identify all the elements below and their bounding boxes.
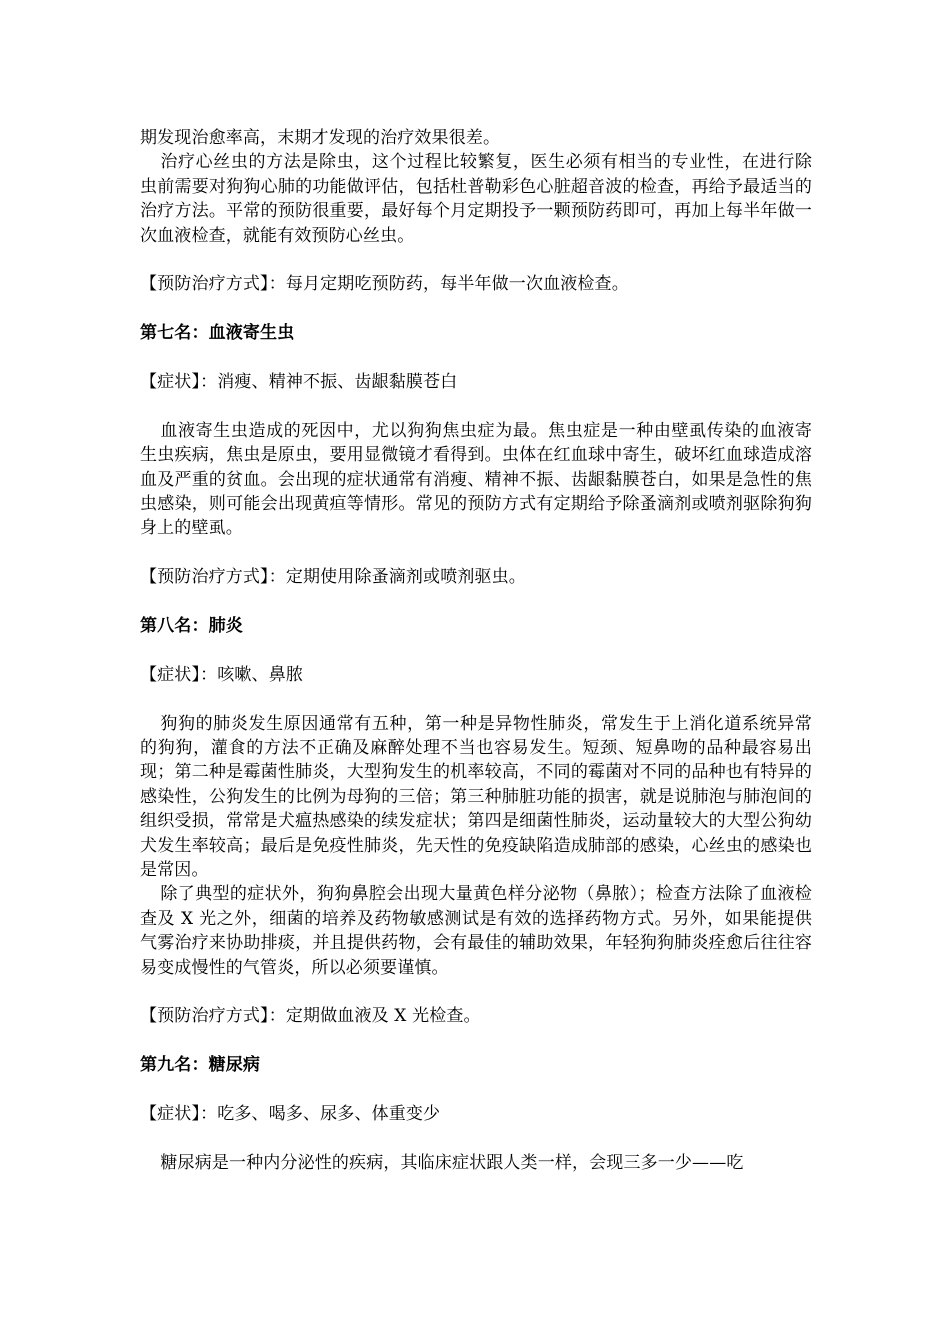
symptoms-diabetes: 【症状】：吃多、喝多、尿多、体重变少 — [140, 1104, 441, 1125]
paragraph-blood-parasite: 血液寄生虫造成的死因中，尤以狗狗焦虫症为最。焦虫症是一种由壁虱传染的血液寄生虫疾病，焦虫是原虫，要用显微镜才看得到。虫体在红血球中寄生，破坏红血球造成溶血及严重的贫血。会出现的症状通常有消瘦、精神不振、齿龈黏膜苍白，如果是急性的焦虫感染，则可能会出现黄疸等情形。常见的预防方式有定期给予除蚤滴剂或喷剂驱除狗狗身上的壁虱。 — [140, 420, 812, 539]
paragraph-pneumonia-diagnosis: 除了典型的症状外，狗狗鼻腔会出现大量黄色样分泌物（鼻脓）；检查方法除了血液检查及 X 光之外，细菌的培养及药物敏感测试是有效的选择药物方式。另外，如果能提供气雾治疗来协助排痰，并且提供药物，会有最佳的辅助效果，年轻狗狗肺炎痊愈后往往容易变成慢性的气管炎，所以必须要谨慎。 — [140, 884, 812, 978]
spacer — [140, 297, 812, 321]
spacer — [140, 346, 812, 370]
paragraph-heartworm-prognosis: 期发现治愈率高，末期才发现的治疗效果很差。 — [140, 128, 501, 148]
prevention-pneumonia: 【预防治疗方式】：定期做血液及 X 光检查。 — [140, 1006, 481, 1027]
spacer — [140, 1029, 812, 1053]
spacer — [140, 541, 812, 565]
spacer — [140, 980, 812, 1004]
section-heading-7: 第七名：血液寄生虫 — [140, 323, 295, 344]
spacer — [140, 1126, 812, 1150]
paragraph-pneumonia-causes: 狗狗的肺炎发生原因通常有五种，第一种是异物性肺炎，常发生于上消化道系统异常的狗狗，灌食的方法不正确及麻醉处理不当也容易发生。短颈、短鼻吻的品种最容易出现；第二种是霉菌性肺炎，大型狗发生的机率较高，不同的霉菌对不同的品种也有特异的感染性，公狗发生的比例为母狗的三倍；第三种肺脏功能的损害，就是说肺泡与肺泡间的组织受损，常常是犬瘟热感染的续发症状；第四是细菌性肺炎，运动量较大的大型公狗幼犬发生率较高；最后是免疫性肺炎，先天性的免疫缺陷造成肺部的感染，心丝虫的感染也是常因。 — [140, 713, 812, 881]
prevention-blood-parasite: 【预防治疗方式】：定期使用除蚤滴剂或喷剂驱虫。 — [140, 567, 526, 588]
spacer — [140, 687, 812, 711]
document-page — [140, 126, 812, 1175]
section-heading-8: 第八名：肺炎 — [140, 616, 243, 637]
spacer — [140, 1078, 812, 1102]
spacer — [140, 394, 812, 418]
spacer — [140, 638, 812, 662]
symptoms-blood-parasite: 【症状】：消瘦、精神不振、齿龈黏膜苍白 — [140, 372, 458, 393]
spacer — [140, 590, 812, 614]
prevention-heartworm: 【预防治疗方式】：每月定期吃预防药，每半年做一次血液检查。 — [140, 274, 629, 295]
paragraph-heartworm-treatment: 治疗心丝虫的方法是除虫，这个过程比较繁复，医生必须有相当的专业性，在进行除虫前需要对狗狗心肺的功能做评估，包括杜普勒彩色心脏超音波的检查，再给予最适当的治疗方法。平常的预防很重要，最好每个月定期投予一颗预防药即可，再加上每半年做一次血液检查，就能有效预防心丝虫。 — [140, 152, 812, 246]
symptoms-pneumonia: 【症状】：咳嗽、鼻脓 — [140, 664, 303, 685]
paragraph-diabetes: 糖尿病是一种内分泌性的疾病，其临床症状跟人类一样，会现三多一少——吃 — [160, 1152, 744, 1173]
section-heading-9: 第九名：糖尿病 — [140, 1055, 261, 1076]
spacer — [140, 248, 812, 272]
